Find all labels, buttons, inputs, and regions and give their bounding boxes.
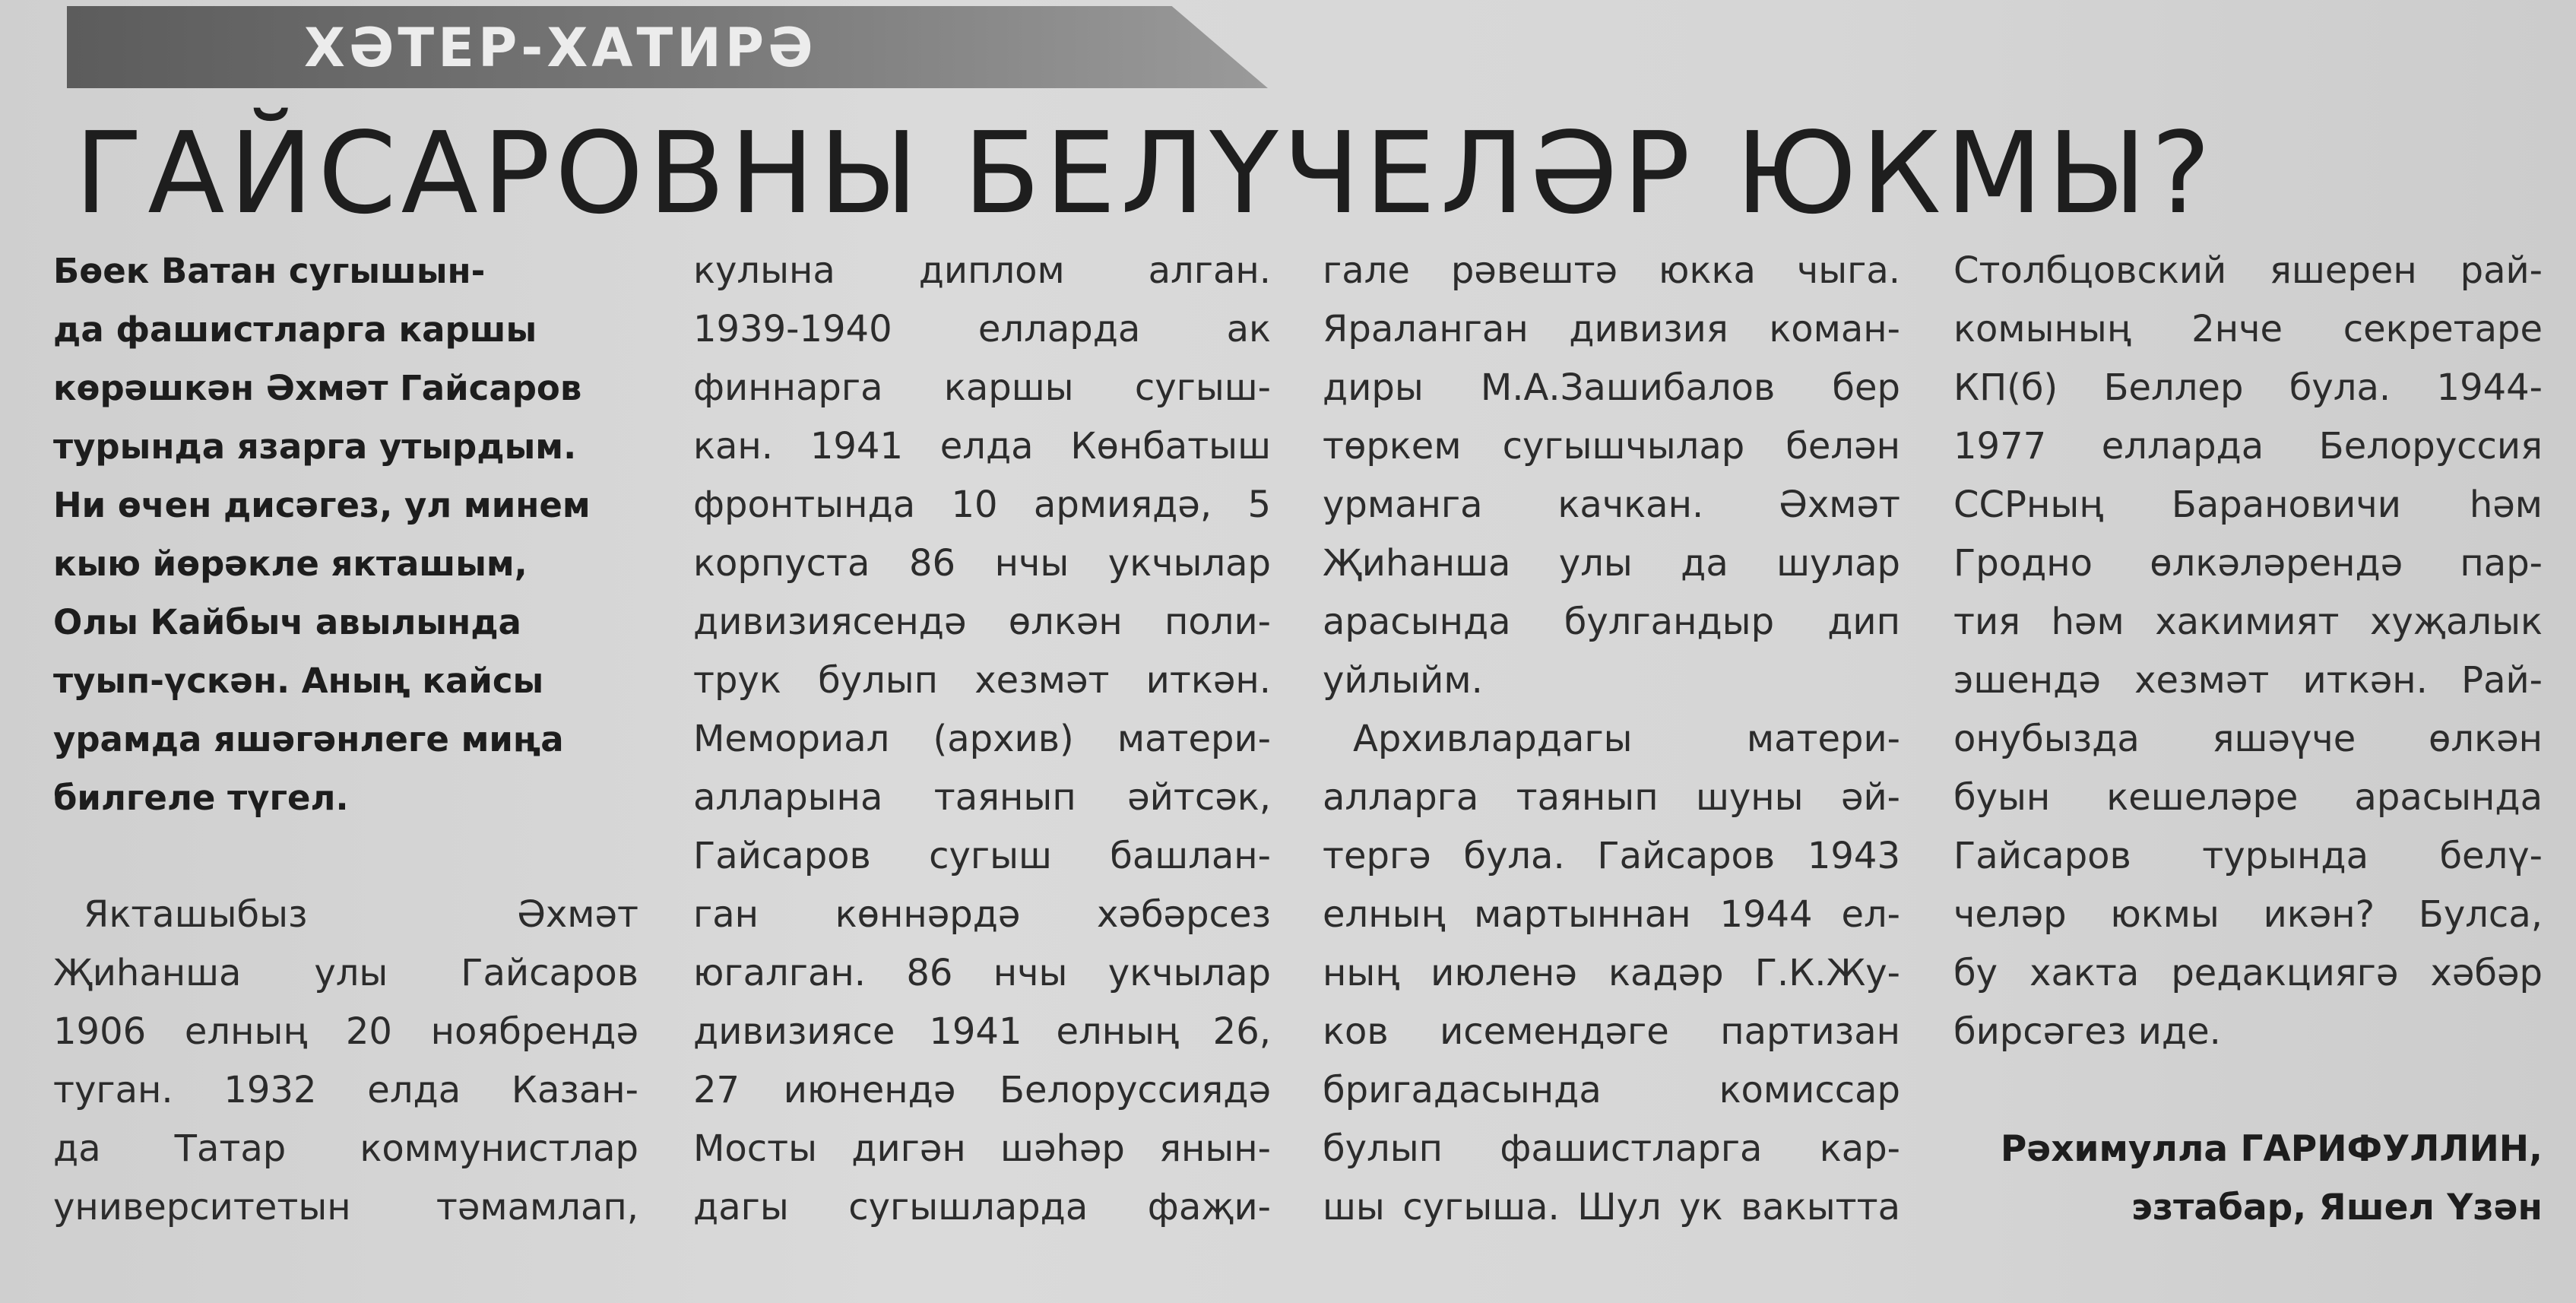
- text-line: Бөек Ватан сугышын-: [53, 251, 486, 291]
- text-line: көрәшкән Әхмәт Гайсаров: [53, 368, 582, 408]
- body-paragraph: [53, 886, 638, 1237]
- text-line: финнарга каршы сугыш-: [693, 366, 1271, 409]
- text-line: тия һәм хакимият хуҗалык: [1953, 601, 2543, 643]
- text-line: тергә була. Гайсаров 1943: [1323, 835, 1900, 877]
- text-line: кыю йөрәкле якташым,: [53, 544, 528, 584]
- text-line: корпуста 86 нчы укчылар: [693, 542, 1271, 585]
- text-line: Яраланган дивизия коман-: [1323, 308, 1900, 350]
- text-line: дагы сугышларда фаҗи-: [693, 1186, 1271, 1228]
- text-line: елның мартыннан 1944 ел-: [1323, 893, 1900, 936]
- text-line: Җиһанша улы Гайсаров: [53, 952, 638, 994]
- text-line: Җиһанша улы да шулар: [1323, 542, 1900, 585]
- text-line: ков исемендәге партизан: [1323, 1010, 1900, 1053]
- text-line: Столбцовский яшерен рай-: [1953, 249, 2543, 292]
- text-line: бу хакта редакциягә хәбәр: [1953, 952, 2543, 994]
- text-line: кулына диплом алган.: [693, 249, 1271, 292]
- text-line: ның июленә кадәр Г.К.Жу-: [1323, 952, 1900, 994]
- text-line: трук булып хезмәт иткән.: [693, 659, 1271, 702]
- text-line: да Татар коммунистлар: [53, 1127, 638, 1170]
- text-line: ССРның Барановичи һәм: [1953, 483, 2543, 526]
- text-line: кан. 1941 елда Көнбатыш: [693, 425, 1271, 468]
- column-1: [53, 242, 638, 1291]
- text-line: 1906 елның 20 ноябрендә: [53, 1010, 638, 1053]
- article-headline: ГАЙСАРОВНЫ БЕЛҮЧЕЛӘР ЮКМЫ?: [74, 108, 2216, 239]
- text-line: бригадасында комиссар: [1323, 1069, 1900, 1111]
- text-line: дивизиясе 1941 елның 26,: [693, 1010, 1271, 1053]
- text-line: урманга качкан. Әхмәт: [1323, 483, 1900, 526]
- text-line: Гродно өлкәләрендә пар-: [1953, 542, 2543, 585]
- text-line: алларга таянып шуны әй-: [1323, 776, 1900, 819]
- rubric-label: ХӘТЕР-ХАТИРӘ: [304, 17, 817, 79]
- text-line: уйлыйм.: [1323, 659, 1483, 702]
- text-line: ган көннәрдә хәбәрсез: [693, 893, 1271, 936]
- text-line: Якташыбыз Әхмәт: [84, 893, 638, 936]
- text-line: гале рәвештә юкка чыга.: [1323, 249, 1900, 292]
- text-line: комының 2нче секретаре: [1953, 308, 2543, 350]
- paragraph-gap: [1953, 1061, 2543, 1120]
- text-line: турында язарга утырдым.: [53, 426, 577, 467]
- text-line: 1939-1940 елларда ак: [693, 308, 1271, 350]
- text-line: фронтында 10 армиядә, 5: [693, 483, 1271, 526]
- text-line: Мосты дигән шәһәр янын-: [693, 1127, 1271, 1170]
- text-line: югалган. 86 нчы укчылар: [693, 952, 1271, 994]
- text-line: КП(б) Беллер була. 1944-: [1953, 366, 2543, 409]
- text-line: Мемориал (архив) матери-: [693, 718, 1271, 760]
- text-line: диры М.А.Зашибалов бер: [1323, 366, 1900, 409]
- text-line: бирсәгез иде.: [1953, 1010, 2221, 1053]
- text-line: эшендә хезмәт иткән. Рай-: [1953, 659, 2543, 702]
- text-line: туып-үскән. Аның кайсы: [53, 661, 544, 701]
- text-line: дивизиясендә өлкән поли-: [693, 601, 1271, 643]
- text-line: туган. 1932 елда Казан-: [53, 1069, 638, 1111]
- text-line: алларына таянып әйтсәк,: [693, 776, 1271, 819]
- text-line: Гайсаров сугыш башлан-: [693, 835, 1271, 877]
- text-line: онубызда яшәүче өлкән: [1953, 718, 2543, 760]
- text-line: урамда яшәгәнлеге миңа: [53, 719, 564, 759]
- text-line: челәр юкмы икән? Булса,: [1953, 893, 2543, 936]
- text-line: Архивлардагы матери-: [1353, 718, 1900, 760]
- text-line: да фашистларга каршы: [53, 309, 537, 350]
- text-line: Ни өчен дисәгез, ул минем: [53, 485, 591, 525]
- text-line: шы сугыша. Шул ук вакытта: [1323, 1186, 1900, 1228]
- column-3: [1323, 242, 1900, 1291]
- column-2: [693, 242, 1271, 1291]
- text-line: 1977 елларда Белоруссия: [1953, 425, 2543, 468]
- author-name: Рәхимулла ГАРИФУЛЛИН,: [2000, 1128, 2543, 1170]
- text-line: арасында булгандыр дип: [1323, 601, 1900, 643]
- text-line: университетын тәмамлап,: [53, 1186, 638, 1228]
- text-line: буын кешеләре арасында: [1953, 776, 2543, 819]
- lead-paragraph: [53, 242, 638, 827]
- text-line: 27 июнендә Белоруссиядә: [693, 1069, 1271, 1111]
- author-role: эзтабар, Яшел Үзән: [2131, 1187, 2543, 1228]
- text-line: Олы Кайбыч авылында: [53, 602, 521, 642]
- text-line: төркем сугышчылар белән: [1323, 425, 1900, 468]
- paragraph-gap: [53, 827, 638, 886]
- column-4: [1953, 242, 2543, 1291]
- text-line: булып фашистларга кар-: [1323, 1127, 1900, 1170]
- text-line: Гайсаров турында белү-: [1953, 835, 2543, 877]
- text-line: билгеле түгел.: [53, 778, 349, 818]
